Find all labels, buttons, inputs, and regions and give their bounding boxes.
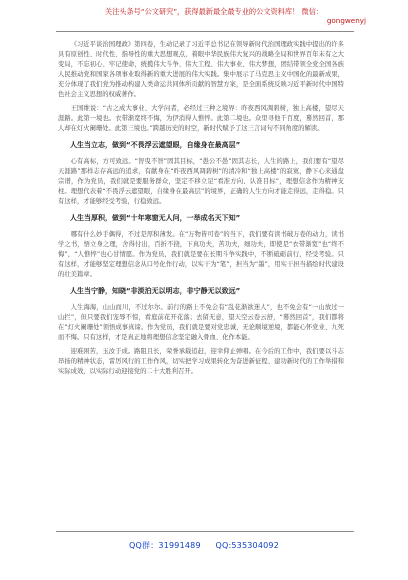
footer-qq: QQ:535304092 [215, 541, 279, 550]
section-heading-3: 人生当宁静，知晓“非淡泊无以明志，非宁静无以致远” [70, 287, 241, 296]
intro-paragraph-1: 《习近平谈治国理政》第四卷，生动记录了习近平总书记在领导新时代治国理政实践中提出的许多具有原创性、时代性、指导性的重大思想观点，着眼中华民族伟大复兴的战略全局和世界百年未有之大变局，不忘初心、牢记使命，统揽伟大斗争、伟大工程、伟大事业、伟大梦想，团结带领全党全国各族人民推动党和国家各项事业取得新的重大进展的伟大实践。集中展示了马克思主义中国化的最新成果，充分体现了我们党为推动构建人类命运共同体所贡献的智慧方案，是全面系统反映习近平新时代中国特色社会主义思想的权威著作。 [58, 41, 344, 99]
footer [0, 540, 408, 551]
article-body [58, 40, 344, 380]
section-2-paragraph-1: 哪有什么妙手偶得，不过是厚积薄发。在“万物皆可卷”的当下，我们要有读书破万卷的动力，读书学之书，悟立身之理，舍得付出，百折不挠，下真功夫，苦功夫，细功夫，即使是“衣带渐宽”也“终不悔”，“人憔悴”也心甘情愿。作为党员，我们就是要在长期斗争实践中，不断砥砺前行，经受考验。只有这样，才能够坚定理想信念从口号化作行动，以实干为“笔”，担当为“墨”，用实干担当描绘时代建设的壮美篇章。 [58, 231, 344, 279]
footer-divider [56, 531, 354, 532]
section-1-paragraph-1: 心有高标，方可致远。“智曳不智”固其目标，“愚公不愚”固其志长，人生的路上，我们要有“望尽天涯路”那样志存高远的追求，有献身在“昨夜西风凋碧树”的清冷和“独上高楼”的寂寞，静下心来通盘宗谱，作为党员，我们就是要服务群众，坚定不移立足“看准方向、认准目标”，理想信念作为精神支柱。理想代表着“不畏浮云遮望眼，自缘身在最高层”的境界，正确的人生方向才能走得远，走得稳。只有这样，才能够经受考验，行稳致远。 [58, 157, 344, 205]
banner-line-2: gongwenyj [326, 16, 366, 25]
section-heading-1: 人生当立志，做到“不畏浮云遮望眼，自缘身在最高层” [70, 140, 241, 149]
header-divider [56, 31, 354, 32]
promo-banner [60, 7, 368, 25]
footer-qq-group: QQ群：31991489 [129, 541, 201, 550]
section-3-paragraph-2: 迎难困苦，玉汝于成。路阻且长，荣誉承载追赶，迎幸仰止弹唱。在今后的工作中，我们要以斗志昂扬的精神状态，雷厉风行的工作作风，切实把学习成果转化为奋进新征程、建功新时代的工作举措和实际成效，以实际行动迎接党的二十大胜利召开。 [58, 347, 344, 375]
section-3-paragraph-1: 人生海海，山山而川，不过尔尔。前行的路上不免会有“乱花渐欲迷人”，也不免会有“一山放过一山拦”，但只要我们宠辱不惊，看庭前花开花落；去留无意，望天空云卷云舒，“蓦然回首”，我们都将在“灯火阑珊处”领悟成事真谛。作为党员，我们就是要对党忠诚，无论顺境逆境，都能心怀党业、九死而不悔。只有这样，才是真正地将理想信念坚定融入骨血、化作本能。 [58, 304, 344, 342]
intro-paragraph-2: 王国维说：“古之成大事业、大学问者，必经过三种之境界：昨夜西风凋碧树，独上高楼，望尽天涯路。此第一境也。衣带渐宽终不悔，为伊消得人憔悴。此第二境也。众里寻他千百度，蓦然回首，那人却在灯火阑珊处。此第三境也。”跨越历史的时空，新时代赋予了这三言词句不同角度的解读。 [58, 104, 344, 132]
banner-line-1: 关注头条号“公文研究”，获得最新最全最专业的公文资料库！ 微信： [104, 7, 324, 16]
section-heading-2: 人生当厚积，做到“十年寒窗无人问，一举成名天下知” [70, 214, 241, 223]
